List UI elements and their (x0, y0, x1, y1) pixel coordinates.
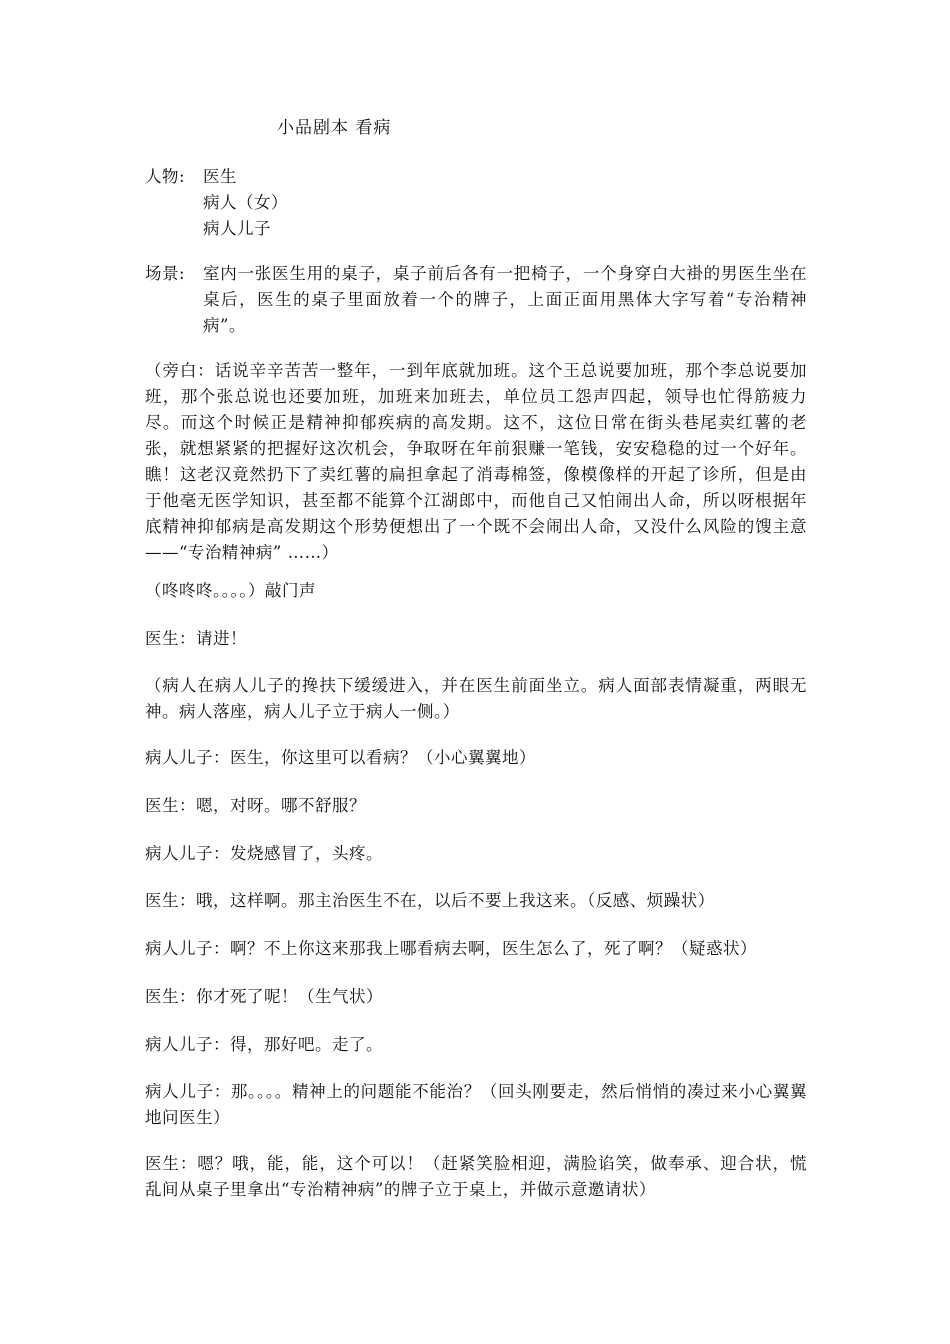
characters-list (203, 164, 288, 242)
dialogue-line: 病人儿子：发烧感冒了，头疼。 (145, 844, 383, 863)
dialogue-line: 病人儿子：得，那好吧。走了。 (145, 1035, 383, 1054)
dialogue-line: 病人儿子：啊？不上你这来那我上哪看病去啊，医生怎么了，死了啊？（疑惑状） (145, 939, 757, 958)
character-item: 医生 (203, 167, 237, 186)
character-item: 病人儿子 (203, 219, 271, 238)
scene-section (145, 261, 807, 339)
dialogue-line: 医生：嗯？哦，能，能，这个可以！（赶紧笑脸相迎，满脸谄笑，做奉承、迎合状，慌乱间从桌子里拿出“专治精神病”的牌子立于桌上，并做示意邀请状） (145, 1154, 807, 1199)
scene-label: 场景: (145, 264, 186, 283)
page-title: 小品剧本 看病 (277, 118, 392, 138)
narration-paragraph: （旁白：话说辛辛苦苦一整年，一到年底就加班。这个王总说要加班，那个李总说要加班，那个张总说也还要加班，加班来加班去，单位员工怨声四起，领导也忙得筋疲力尽。而这个时候正是精神抑郁疾病的高发期。这不，这位日常在街头巷尾卖红薯的老张，就想紧紧的把握好这次机会，争取呀在年前狠赚一笔钱，安安稳稳的过一个好年。瞧！这老汉竟然扔下了卖红薯的扁担拿起了消毒棉签，像模像样的开起了诊所，但是由于他毫无医学知识，甚至都不能算个江湖郎中，而他自己又怕闹出人命，所以呀根据年底精神抑郁病是高发期这个形势便想出了一个既不会闹出人命，又没什么风险的馊主意——“专治精神病” ……） (145, 361, 807, 562)
dialogue-line: 医生：嗯，对呀。哪不舒服？ (145, 796, 366, 815)
dialogue-line: 医生：请进！ (145, 629, 247, 648)
stage-direction: （病人在病人儿子的搀扶下缓缓进入，并在医生前面坐立。病人面部表情凝重，两眼无神。病人落座，病人儿子立于病人一侧。） (145, 676, 807, 721)
scene-text: 室内一张医生用的桌子，桌子前后各有一把椅子，一个身穿白大褂的男医生坐在桌后，医生的桌子里面放着一个的牌子，上面正面用黑体大字写着“专治精神病”。 (203, 264, 807, 335)
dialogue-line: 医生：哦，这样啊。那主治医生不在，以后不要上我这来。（反感、烦躁状） (145, 891, 715, 910)
dialogue-line: 病人儿子：医生，你这里可以看病？（小心翼翼地） (145, 748, 536, 767)
character-item: 病人（女） (203, 193, 288, 212)
characters-label: 人物: (145, 167, 186, 186)
knock-stage-direction: （咚咚咚。。。。）敲门声 (145, 581, 316, 600)
dialogue-line: 医生：你才死了呢！（生气状） (145, 987, 383, 1006)
dialogue-line: 病人儿子：那。。。。精神上的问题能不能治？（回头刚要走，然后悄悄的凑过来小心翼翼地问医生） (145, 1082, 807, 1127)
